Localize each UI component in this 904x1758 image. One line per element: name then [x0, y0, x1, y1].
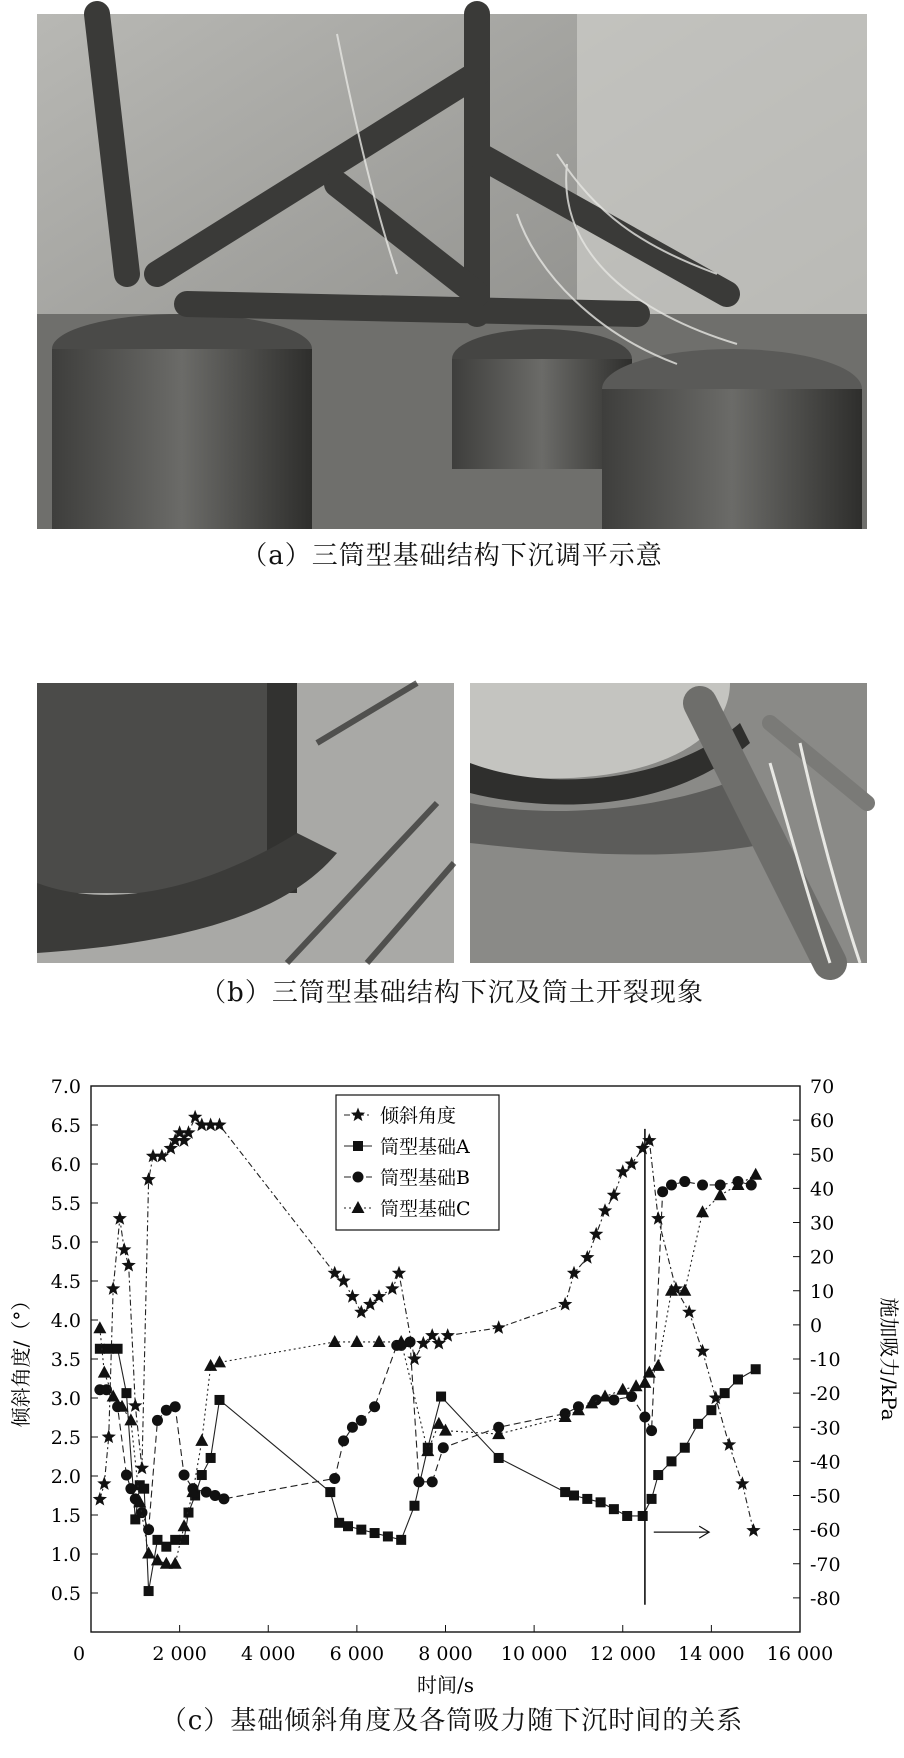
legend-label-triangle: 筒型基础C	[380, 1198, 471, 1220]
data-point-square	[494, 1453, 504, 1463]
data-point-square	[215, 1395, 225, 1405]
data-point-star	[336, 1274, 350, 1288]
data-point-square	[121, 1388, 131, 1398]
y-left-tick-label: 5.0	[50, 1232, 81, 1254]
data-point-square	[622, 1511, 632, 1521]
caption-a: （a）三筒型基础结构下沉调平示意	[241, 541, 663, 571]
photo-bucket-settlement-left	[37, 683, 454, 963]
data-point-circle	[657, 1186, 668, 1197]
photo-b2-illustration	[470, 683, 867, 963]
y-right-tick-label: -10	[810, 1349, 841, 1371]
data-point-triangle	[696, 1205, 709, 1217]
y-right-tick-label: -80	[810, 1587, 841, 1610]
y-right-tick-label: 60	[810, 1110, 835, 1133]
data-point-star	[93, 1492, 107, 1506]
data-point-star	[735, 1476, 749, 1490]
data-point-star	[128, 1398, 142, 1412]
y-right-tick-label: 10	[810, 1280, 835, 1303]
data-point-square	[720, 1388, 730, 1398]
data-point-square	[582, 1494, 592, 1504]
x-tick-label: 12 000	[589, 1643, 656, 1665]
data-point-triangle	[213, 1355, 226, 1367]
legend-label-star: 倾斜角度	[380, 1105, 457, 1127]
data-point-triangle	[328, 1335, 341, 1347]
data-point-square	[638, 1511, 648, 1521]
x-tick-label: 10 000	[500, 1643, 568, 1665]
data-point-square	[653, 1470, 663, 1480]
data-point-star	[328, 1266, 342, 1280]
y-right-tick-label: -50	[810, 1485, 841, 1508]
data-point-triangle	[142, 1547, 155, 1559]
caption-c: （c）基础倾斜角度及各筒吸力随下沉时间的关系	[160, 1706, 744, 1736]
y-left-tick-label: 0.5	[50, 1583, 81, 1605]
data-point-triangle	[124, 1413, 137, 1425]
y-right-tick-label: 40	[810, 1178, 835, 1201]
data-point-circle	[666, 1179, 677, 1190]
data-point-star	[155, 1149, 169, 1163]
y-right-tick-label: 20	[810, 1246, 835, 1269]
y-right-tick-label: -20	[810, 1383, 841, 1406]
legend-label-square: 筒型基础A	[380, 1136, 470, 1158]
data-point-circle	[646, 1425, 657, 1436]
data-point-square	[179, 1535, 189, 1545]
data-point-square	[733, 1374, 743, 1384]
data-point-square	[161, 1542, 171, 1552]
data-point-star	[695, 1344, 709, 1358]
y-left-tick-label: 1.0	[50, 1544, 81, 1566]
data-point-square	[104, 1344, 114, 1354]
data-point-star	[651, 1211, 665, 1225]
legend-marker-square	[353, 1141, 363, 1151]
legend-marker-circle	[353, 1172, 364, 1183]
tilt-suction-chart	[0, 1075, 904, 1697]
data-point-circle	[746, 1179, 757, 1190]
y-right-tick-label: 70	[810, 1076, 835, 1098]
data-point-circle	[427, 1476, 438, 1487]
y-left-tick-label: 2.0	[50, 1466, 81, 1488]
data-point-square	[409, 1501, 419, 1511]
photo-b1-illustration	[37, 683, 454, 963]
data-point-star	[598, 1203, 612, 1217]
data-point-circle	[438, 1442, 449, 1453]
y-right-tick-label: 0	[810, 1314, 823, 1337]
data-point-circle	[152, 1415, 163, 1426]
data-point-square	[436, 1392, 446, 1402]
data-point-square	[197, 1470, 207, 1480]
data-point-square	[152, 1535, 162, 1545]
data-point-circle	[356, 1415, 367, 1426]
data-point-triangle	[599, 1390, 612, 1402]
data-point-square	[383, 1531, 393, 1541]
photo-a-illustration	[37, 14, 867, 529]
y-right-tick-label: -60	[810, 1519, 841, 1542]
y-left-tick-label: 6.5	[50, 1115, 81, 1137]
data-point-square	[144, 1586, 154, 1596]
data-point-star	[135, 1461, 149, 1475]
data-point-star	[746, 1523, 760, 1537]
data-point-square	[569, 1491, 579, 1501]
data-point-square	[170, 1535, 180, 1545]
data-point-star	[188, 1110, 202, 1124]
data-point-triangle	[350, 1335, 363, 1347]
y-left-tick-label: 1.5	[50, 1505, 81, 1527]
data-point-triangle	[678, 1284, 691, 1296]
data-point-triangle	[373, 1335, 386, 1347]
series-line-square	[100, 1349, 756, 1591]
x-tick-label: 16 000	[766, 1643, 834, 1665]
x-tick-label: 14 000	[678, 1643, 745, 1665]
data-point-star	[385, 1281, 399, 1295]
data-point-square	[370, 1528, 380, 1538]
data-point-square	[95, 1344, 105, 1354]
data-point-star	[567, 1266, 581, 1280]
y-left-tick-label: 4.0	[50, 1310, 81, 1332]
data-point-circle	[121, 1470, 132, 1481]
data-point-star	[607, 1188, 621, 1202]
y-left-tick-label: 7.0	[50, 1076, 81, 1098]
data-point-circle	[338, 1435, 349, 1446]
data-point-square	[596, 1497, 606, 1507]
x-axis-label: 时间/s	[416, 1673, 475, 1697]
y-left-tick-label: 4.5	[50, 1271, 81, 1293]
y-left-axis-label: 倾斜角度/（°）	[9, 1290, 33, 1428]
y-right-tick-label: 50	[810, 1144, 835, 1167]
data-point-star	[441, 1328, 455, 1342]
data-point-square	[206, 1453, 216, 1463]
y-right-tick-label: -40	[810, 1451, 841, 1474]
data-point-square	[693, 1419, 703, 1429]
data-point-square	[751, 1364, 761, 1374]
y-right-tick-label: -70	[810, 1553, 841, 1576]
data-point-square	[666, 1456, 676, 1466]
caption-b: （b）三筒型基础结构下沉及筒土开裂现象	[200, 978, 704, 1008]
data-point-star	[354, 1305, 368, 1319]
y-left-tick-label: 6.0	[50, 1154, 81, 1176]
photo-bucket-soil-crack-right	[470, 683, 867, 963]
x-tick-label: 8 000	[418, 1643, 473, 1665]
y-right-axis-label: 施加吸力/kPa	[877, 1297, 901, 1421]
data-point-star	[682, 1305, 696, 1319]
data-point-square	[680, 1443, 690, 1453]
data-point-circle	[369, 1401, 380, 1412]
data-point-star	[625, 1157, 639, 1171]
data-point-circle	[347, 1422, 358, 1433]
data-point-circle	[125, 1483, 136, 1494]
data-point-star	[97, 1476, 111, 1490]
y-left-tick-label: 3.0	[50, 1388, 81, 1410]
y-left-tick-label: 2.5	[50, 1427, 81, 1449]
data-point-star	[392, 1266, 406, 1280]
data-point-square	[609, 1504, 619, 1514]
data-point-circle	[218, 1493, 229, 1504]
data-point-triangle	[714, 1188, 727, 1200]
data-point-circle	[413, 1476, 424, 1487]
data-point-triangle	[749, 1168, 762, 1180]
x-tick-label: 4 000	[241, 1643, 296, 1665]
data-point-star	[492, 1320, 506, 1334]
data-point-star	[580, 1250, 594, 1264]
data-point-star	[416, 1336, 430, 1350]
data-point-square	[396, 1535, 406, 1545]
data-point-star	[558, 1297, 572, 1311]
data-point-star	[363, 1297, 377, 1311]
data-point-star	[407, 1352, 421, 1366]
data-point-circle	[179, 1470, 190, 1481]
x-tick-label: 2 000	[152, 1643, 207, 1665]
data-point-square	[560, 1487, 570, 1497]
data-point-star	[122, 1258, 136, 1272]
data-point-star	[113, 1211, 127, 1225]
x-tick-label: 6 000	[329, 1643, 385, 1665]
data-point-star	[616, 1164, 630, 1178]
data-point-circle	[679, 1176, 690, 1187]
data-point-square	[343, 1521, 353, 1531]
data-point-square	[113, 1344, 123, 1354]
data-point-triangle	[616, 1383, 629, 1395]
chart-svg	[0, 1075, 904, 1697]
y-right-tick-label: 30	[810, 1212, 835, 1235]
data-point-square	[356, 1525, 366, 1535]
data-point-square	[139, 1484, 149, 1494]
data-point-triangle	[98, 1366, 111, 1378]
data-point-triangle	[169, 1557, 182, 1569]
data-point-square	[334, 1518, 344, 1528]
data-point-square	[325, 1487, 335, 1497]
y-right-tick-label: -30	[810, 1417, 841, 1440]
photo-bucket-foundation-leveling	[37, 14, 867, 529]
legend-label-circle: 筒型基础B	[380, 1167, 470, 1189]
data-point-square	[706, 1405, 716, 1415]
y-left-tick-label: 3.5	[50, 1349, 81, 1371]
data-point-triangle	[195, 1434, 208, 1446]
data-point-triangle	[93, 1321, 106, 1333]
data-point-star	[589, 1227, 603, 1241]
x-tick-label-zero: 0	[72, 1643, 86, 1665]
data-point-circle	[639, 1412, 650, 1423]
data-point-star	[117, 1242, 131, 1256]
data-point-star	[722, 1437, 736, 1451]
data-point-triangle	[638, 1376, 651, 1388]
data-point-square	[647, 1494, 657, 1504]
data-point-circle	[329, 1473, 340, 1484]
data-point-circle	[170, 1401, 181, 1412]
data-point-star	[106, 1281, 120, 1295]
data-point-star	[345, 1289, 359, 1303]
y-left-tick-label: 5.5	[50, 1193, 81, 1215]
data-point-circle	[697, 1179, 708, 1190]
data-point-triangle	[178, 1519, 191, 1531]
data-point-circle	[101, 1384, 112, 1395]
data-point-triangle	[652, 1359, 665, 1371]
